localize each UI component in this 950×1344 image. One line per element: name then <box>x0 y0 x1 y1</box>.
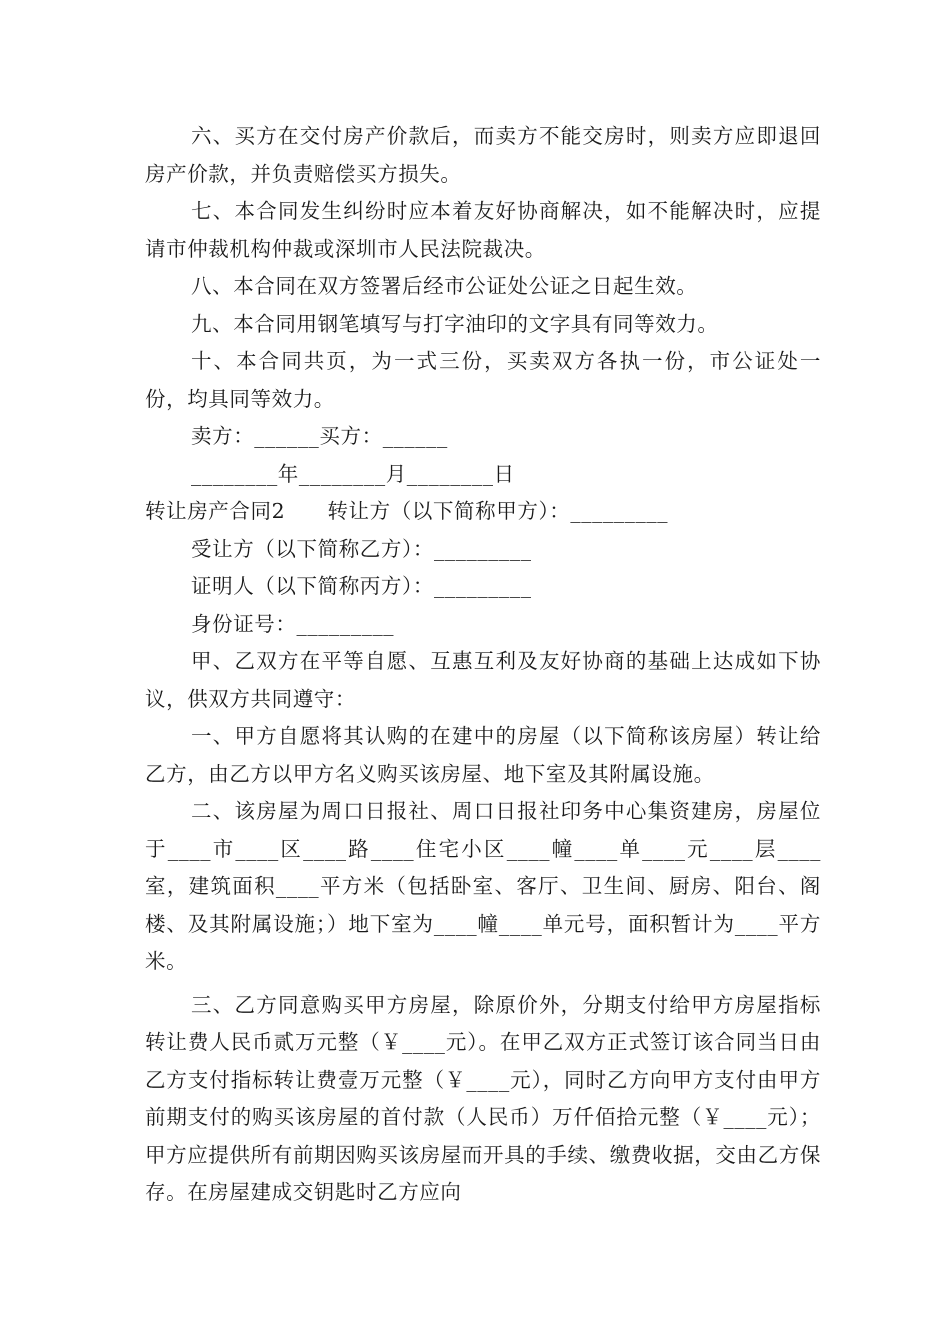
contract-text <box>145 118 821 1212</box>
clause-8: 八、本合同在双方签署后经市公证处公证之日起生效。 <box>191 274 698 298</box>
clause-6: 六、买方在交付房产价款后，而卖方不能交房时，则卖方应即退回房产价款，并负责赔偿买方损失。 <box>145 124 821 186</box>
preamble: 甲、乙双方在平等自愿、互惠互利及友好协商的基础上达成如下协议，供双方共同遵守： <box>145 649 821 711</box>
article-2: 二、该房屋为周口日报社、周口日报社印务中心集资建房，房屋位于____市____区____路____住宅小区____幢____单____元____层____室，建筑面积____平方米（包括卧室、客厅、卫生间、厨房、阳台、阁楼、及其附属设施；）地下室为____幢____单元号，面积暂计为____平方米。 <box>145 799 821 973</box>
date-line: ________年________月________日 <box>191 461 515 486</box>
article-3: 三、乙方同意购买甲方房屋，除原价外，分期支付给甲方房屋指标转让费人民币贰万元整（￥____元）。在甲乙双方正式签订该合同当日由乙方支付指标转让费壹万元整（￥____元），同时乙方向甲方支付由甲方前期支付的购买该房屋的首付款（人民币）万仟佰拾元整（￥____元）；甲方应提供所有前期因购买该房屋而开具的手续、缴费收据，交由乙方保存。在房屋建成交钥匙时乙方应向 <box>145 992 821 1204</box>
witness-line: 证明人（以下简称丙方）：_________ <box>191 574 532 598</box>
id-number-line: 身份证号：_________ <box>191 611 395 636</box>
contract-2-heading: 转让房产合同2 转让方（以下简称甲方）：_________ <box>145 499 669 523</box>
clause-7: 七、本合同发生纠纷时应本着友好协商解决，如不能解决时，应提请市仲裁机构仲裁或深圳市人民法院裁决。 <box>145 199 821 261</box>
transferee-line: 受让方（以下简称乙方）：_________ <box>191 536 532 561</box>
signature-line: 卖方：______买方：______ <box>191 424 448 448</box>
clause-10: 十、本合同共页，为一式三份，买卖双方各执一份，市公证处一份，均具同等效力。 <box>145 349 821 411</box>
article-1: 一、甲方自愿将其认购的在建中的房屋（以下简称该房屋）转让给乙方，由乙方以甲方名义购买该房屋、地下室及其附属设施。 <box>145 724 821 786</box>
clause-9: 九、本合同用钢笔填写与打字油印的文字具有同等效力。 <box>191 311 719 336</box>
